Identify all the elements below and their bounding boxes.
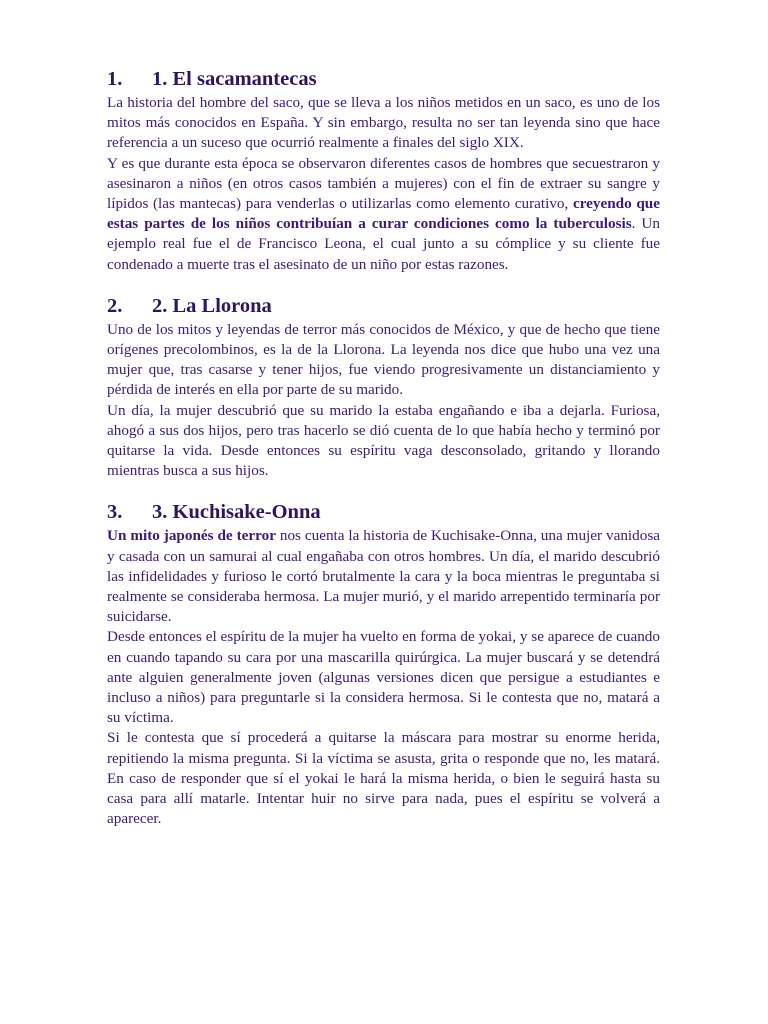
- paragraph: [107, 728, 660, 829]
- paragraph-text: La historia del hombre del saco, que se lleva a los niños metidos en un saco, es uno de los mitos más conocidos en España. Y sin embargo, resulta no ser tan leyenda sino que hace referencia a un suceso que ocurrió realmente a finales del siglo XIX.: [107, 94, 660, 152]
- bold-emphasis: Un mito japonés de terror: [107, 527, 276, 545]
- paragraph: [107, 627, 660, 728]
- section-heading: [107, 66, 660, 92]
- bold-emphasis: creyendo que estas partes de los niños contribuían a curar condiciones como la tuberculosis: [107, 195, 660, 233]
- paragraph-text: nos cuenta la historia de Kuchisake-Onna, una mujer vanidosa y casada con un samurai al cual engañaba con otros hombres. Un día, el marido descubrió las infidelidades y furioso le cortó brutalmente la cara y la boca mientras le preguntaba si realmente se consideraba hermosa. La mujer murió, y el marido arrepentido terminaría por suicidarse.: [107, 527, 660, 626]
- section-sacamantecas: [107, 66, 660, 275]
- paragraph: [107, 526, 660, 627]
- paragraph: [107, 320, 660, 401]
- section-number: 1.: [107, 68, 123, 90]
- section-title: 2. La Llorona: [152, 294, 272, 317]
- paragraph-text: Si le contesta que sí procederá a quitarse la máscara para mostrar su enorme herida, repitiendo la misma pregunta. Si la víctima se asusta, grita o responde que no, les matará. En caso de responder que sí el yokai le hará la misma herida, o bien le seguirá hasta su casa para allí matarle. Intentar huir no sirve para nada, pues el espíritu se volverá a aparecer.: [107, 729, 660, 828]
- section-heading: [107, 293, 660, 319]
- section-kuchisake-onna: [107, 499, 660, 829]
- paragraph: [107, 401, 660, 482]
- paragraph-text: Y es que durante esta época se observaron diferentes casos de hombres que secuestraron y asesinaron a niños (en otros casos también a mujeres) con el fin de extraer su sangre y lípidos (las mantecas) para venderlas o utilizarlas como elemento curativo,: [107, 154, 660, 213]
- paragraph-text: Desde entonces el espíritu de la mujer ha vuelto en forma de yokai, y se aparece de cuando en cuando tapando su cara por una mascarilla quirúrgica. La mujer buscará y se detendrá ante alguien generalmente joven (algunas versiones dicen que persigue a estudiantes e incluso a niños) para preguntarle si la considera hermosa. Si le contesta que no, matará a su víctima.: [107, 628, 660, 727]
- paragraph-text: Un día, la mujer descubrió que su marido la estaba engañando e iba a dejarla. Furiosa, ahogó a sus dos hijos, pero tras hacerlo se dió cuenta de lo que había hecho y terminó por quitarse la vida. Desde entonces su espíritu vaga desconsolado, gritando y llorando mientras busca a sus hijos.: [107, 401, 660, 480]
- paragraph-text: . Un ejemplo real fue el de Francisco Leona, el cual junto a su cómplice y su cliente fue condenado a muerte tras el asesinato de un niño por estas razones.: [107, 215, 660, 273]
- section-number: 3.: [107, 501, 123, 524]
- document-page: [107, 66, 660, 848]
- paragraph: [107, 93, 660, 154]
- paragraph-text: Uno de los mitos y leyendas de terror más conocidos de México, y que de hecho que tiene orígenes precolombinos, es la de la Llorona. La leyenda nos dice que hubo una vez una mujer que, tras casarse y tener hijos, fue viendo progresivamente un distanciamiento y pérdida de interés en ella por parte de su marido.: [107, 320, 660, 399]
- section-title: 1. El sacamantecas: [152, 68, 317, 90]
- section-la-llorona: [107, 293, 660, 482]
- paragraph: [107, 154, 660, 275]
- section-title: 3. Kuchisake-Onna: [152, 501, 321, 524]
- section-number: 2.: [107, 294, 123, 317]
- section-heading: [107, 499, 660, 525]
